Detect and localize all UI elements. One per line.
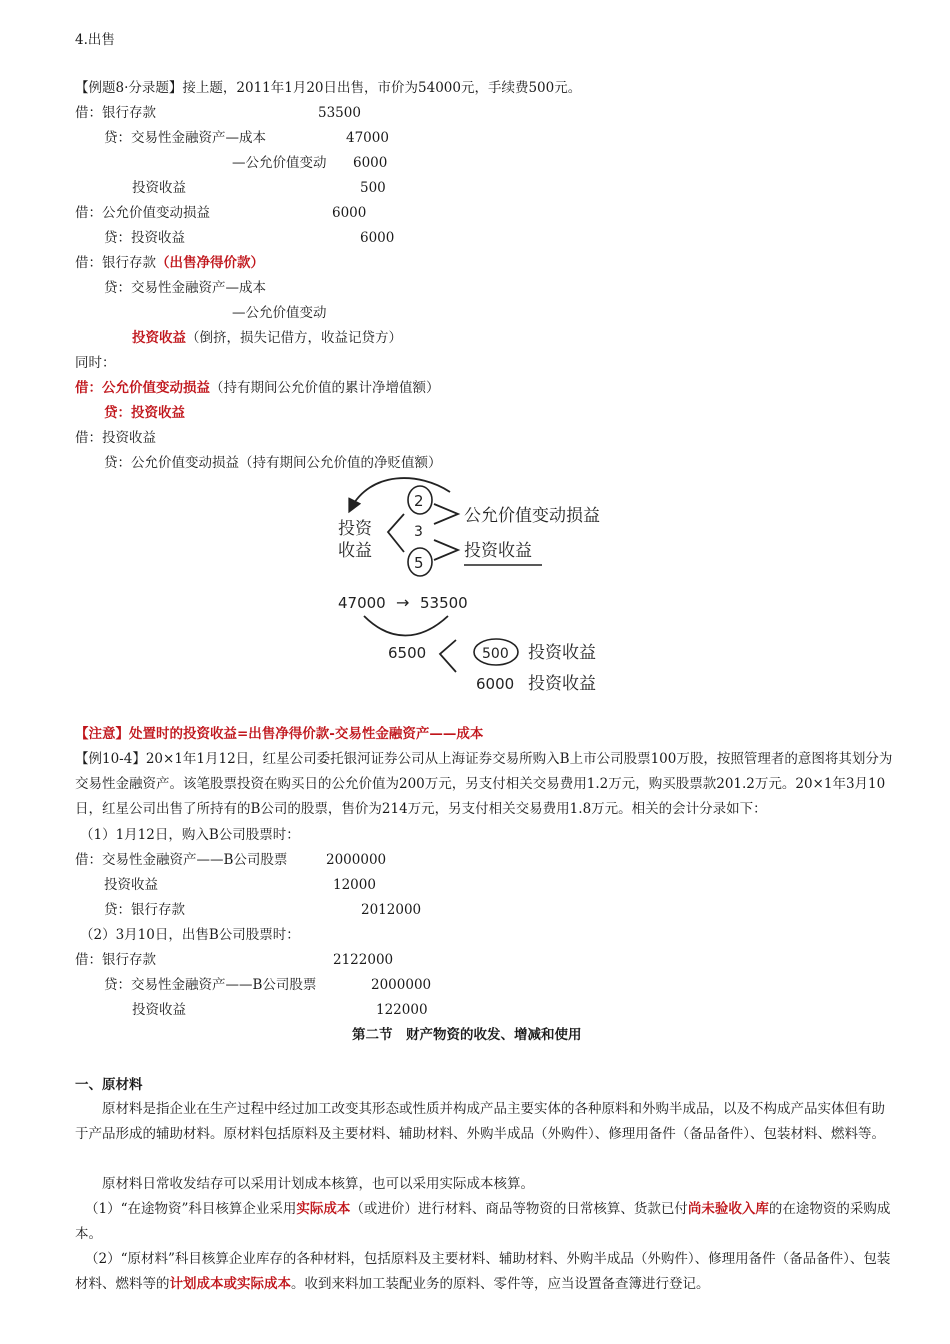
diagram-left-label-1: 投资 [338, 519, 372, 539]
step2-entry: 投资收益 [132, 1002, 186, 1018]
p3-red-1: 实际成本 [296, 1201, 351, 1217]
step1-entry: 投资收益 [104, 877, 158, 893]
raw-materials-paragraph-3 [75, 1197, 897, 1247]
general-line-1-red: （出售净得价款） [156, 255, 264, 271]
example-label: 【例题8·分录题】 [75, 80, 183, 96]
general-line-2: 贷：交易性金融资产—成本 [104, 280, 266, 296]
entry-line: 贷：交易性金融资产—成本 [104, 130, 266, 146]
step1-amount: 2012000 [361, 902, 422, 918]
general-line-5-rest: （持有期间公允价值的累计净增值额） [210, 380, 440, 396]
arrow-glyph: → [396, 593, 410, 612]
section2-heading-raw-materials: 一、原材料 [75, 1077, 143, 1093]
bottom-value: 6000 [476, 675, 515, 693]
entry-amount: 53500 [318, 105, 361, 121]
circle-top-label: 2 [414, 492, 424, 510]
p3-part-a: （1）“在途物资”科目核算企业采用 [85, 1201, 297, 1217]
from-value: 47000 [338, 594, 386, 612]
general-line-8: 贷：公允价值变动损益（持有期间公允价值的净贬值额） [104, 455, 442, 471]
step1-entry: 借：交易性金融资产——B公司股票 [75, 852, 288, 868]
general-line-7: 借：投资收益 [75, 430, 156, 446]
diagram-left-label-2: 收益 [338, 541, 372, 561]
step1-label: （1）1月12日，购入B公司股票时： [80, 827, 300, 843]
bottom-label: 投资收益 [528, 674, 596, 694]
circled-label: 投资收益 [528, 643, 596, 663]
general-line-5 [75, 379, 440, 397]
step2-amount: 2122000 [333, 952, 394, 968]
p4-red: 计划成本或实际成本 [169, 1276, 291, 1292]
general-line-4-red: 投资收益 [132, 330, 186, 346]
split-bracket [440, 640, 456, 672]
entry-amount: 6000 [360, 230, 395, 246]
entry-line: 借：银行存款 [75, 105, 156, 121]
circle-bottom-label: 5 [414, 554, 424, 572]
step2-amount: 2000000 [371, 977, 432, 993]
entry-line: 贷：投资收益 [104, 230, 185, 246]
entry-line: —公允价值变动 [232, 155, 327, 171]
p4-part-a: （2）“原材料”科目核算企业库存的各种材料，包括原料及主要材料、辅助材料、外购半成品（外购件）、修理用备件（备品备件）、包装材料、燃料等的 [75, 1251, 891, 1292]
chevron-top [434, 504, 458, 524]
diff-value: 6500 [388, 644, 427, 662]
step2-entry: 借：银行存款 [75, 952, 156, 968]
step1-amount: 12000 [333, 877, 376, 893]
general-line-5-red: 借：公允价值变动损益 [75, 380, 210, 396]
section-heading-sell: 4.出售 [75, 32, 115, 48]
p3-part-b: （或进价）进行材料、商品等物资的日常核算、货款已付 [350, 1201, 688, 1217]
diagram-right-bottom: 投资收益 [464, 541, 532, 561]
general-line-3: —公允价值变动 [232, 305, 327, 321]
investment-income-diagram [330, 472, 630, 704]
entry-line: 投资收益 [132, 180, 186, 196]
note-line: 【注意】处置时的投资收益=出售净得价款-交易性金融资产——成本 [75, 726, 484, 742]
entry-line: 借：公允价值变动损益 [75, 205, 210, 221]
section2-title: 第二节 财产物资的收发、增减和使用 [352, 1027, 582, 1043]
p4-part-b: 。收到来料加工装配业务的原料、零件等，应当设置备查簿进行登记。 [291, 1276, 710, 1292]
simultaneous-label: 同时： [75, 355, 116, 371]
step1-amount: 2000000 [326, 852, 387, 868]
bottom-curve [364, 616, 448, 636]
raw-materials-paragraph-4 [75, 1247, 897, 1297]
middle-label: 3 [414, 524, 423, 540]
step2-label: （2）3月10日，出售B公司股票时： [80, 927, 300, 943]
step2-amount: 122000 [376, 1002, 428, 1018]
general-line-1-text: 借：银行存款 [75, 255, 156, 271]
diagram-right-top: 公允价值变动损益 [464, 506, 600, 526]
example-8-line [75, 79, 581, 97]
raw-materials-paragraph-2: 原材料日常收发结存可以采用计划成本核算，也可以采用实际成本核算。 [102, 1176, 534, 1192]
chevron-bottom [434, 540, 458, 560]
entry-amount: 500 [360, 180, 386, 196]
entry-amount: 47000 [346, 130, 389, 146]
left-brace [388, 514, 404, 552]
general-line-1 [75, 254, 264, 272]
example-10-4-paragraph: 【例10-4】20×1年1月12日，红星公司委托银河证券公司从上海证券交易所购入B上市公司股票100万股，按照管理者的意图将其划分为交易性金融资产。该笔股票投资在购买日的公允价值为200万元，另支付相关交易费用1.2万元，购买股票款201.2万元。20×1年3月10日，红星公司出售了所持有的B公司的股票，售价为214万元，另支付相关交易费用1.8万元。相关的会计分录如下： [75, 751, 893, 817]
general-line-4 [132, 329, 402, 347]
example-text: 接上题，2011年1月20日出售，市价为54000元，手续费500元。 [182, 80, 582, 96]
step1-entry: 贷：银行存款 [104, 902, 185, 918]
p3-red-2: 尚未验收入库 [687, 1201, 769, 1217]
raw-materials-paragraph-1: 原材料是指企业在生产过程中经过加工改变其形态或性质并构成产品主要实体的各种原料和外购半成品，以及不构成产品实体但有助于产品形成的辅助材料。原材料包括原料及主要材料、辅助材料、外购半成品（外购件）、修理用备件（备品备件）、包装材料、燃料等。 [75, 1101, 885, 1142]
general-line-6: 贷：投资收益 [104, 405, 185, 421]
entry-amount: 6000 [332, 205, 367, 221]
step2-entry: 贷：交易性金融资产——B公司股票 [104, 977, 317, 993]
circled-value: 500 [482, 646, 509, 662]
general-line-4-rest: （倒挤，损失记借方，收益记贷方） [186, 330, 402, 346]
p3-part-c: 的在途物资的采购成本。 [75, 1201, 891, 1242]
entry-amount: 6000 [353, 155, 388, 171]
to-value: 53500 [420, 594, 468, 612]
